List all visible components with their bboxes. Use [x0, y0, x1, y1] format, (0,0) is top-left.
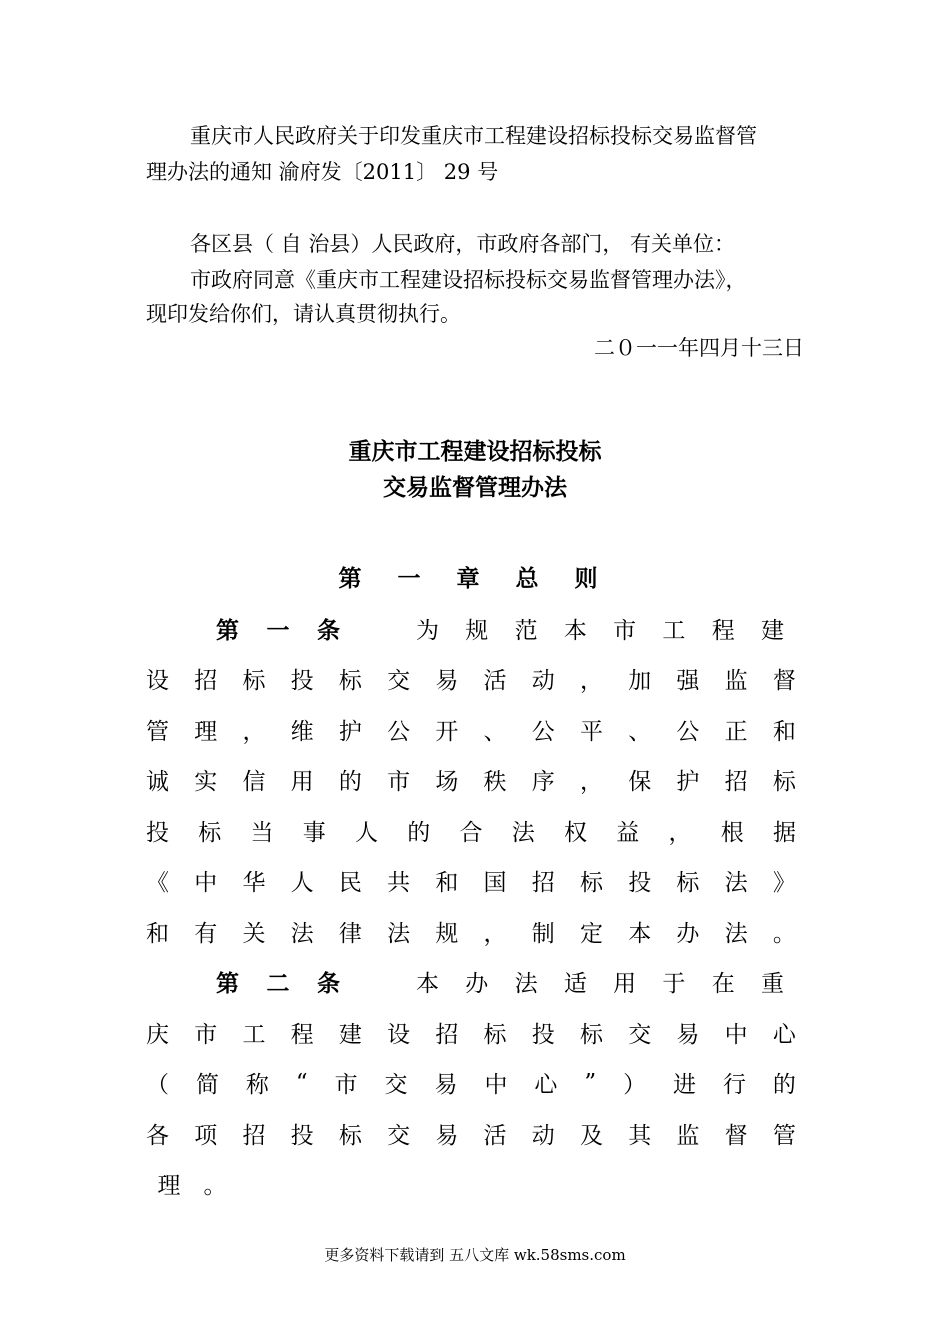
article-char: 加: [628, 668, 652, 694]
article-char: 国: [483, 870, 507, 896]
article-char: 招: [531, 870, 555, 896]
article-char: 管: [146, 718, 169, 745]
document-title-line2: 交易监督管理办法: [383, 474, 567, 501]
article-char: 庆: [146, 1021, 169, 1048]
article-char: 程: [711, 617, 735, 644]
article-char: 、: [628, 718, 652, 745]
article-char: 工: [242, 1021, 266, 1048]
article-char: 监: [724, 668, 748, 694]
article-char: 益: [616, 819, 640, 846]
article-char: 人: [290, 870, 314, 896]
article-char: 活: [483, 1122, 507, 1149]
article-char: 及: [579, 1122, 603, 1149]
article-char: 本: [628, 920, 652, 947]
article-char: ，: [483, 920, 507, 947]
article-char: 中: [724, 1021, 748, 1048]
document-title: [0, 434, 950, 506]
article-char: 标: [579, 870, 603, 896]
article-heading-char: 第: [216, 617, 239, 644]
article-char: 本: [416, 971, 439, 997]
article-char: 权: [564, 819, 587, 846]
article-char: 招: [242, 1122, 266, 1149]
article-char: 易: [434, 1072, 458, 1098]
article-char: ”: [584, 1069, 597, 1096]
article-char: 适: [563, 971, 587, 997]
article-char: 易: [676, 1021, 700, 1048]
article-char: 秩: [483, 769, 507, 795]
article-char: 其: [628, 1122, 652, 1149]
article-intro-text: [416, 612, 784, 645]
article-1-line: [146, 659, 796, 699]
notice-recipients: 各区县（ 自 治县）人民政府，市政府各部门， 有关单位：: [190, 232, 736, 256]
article-char: 于: [662, 971, 686, 997]
article-char: 项: [194, 1122, 218, 1149]
article-1-line: [146, 911, 796, 951]
article-char: 心: [772, 1021, 796, 1048]
article-char: 当: [250, 819, 274, 846]
article-char: 市: [613, 617, 637, 644]
article-2-line: [146, 1113, 796, 1153]
notice-title-line1: 重庆市人民政府关于印发重庆市工程建设招标投标交易监督管: [190, 124, 757, 148]
article-char: 实: [194, 769, 218, 795]
article-char: 交: [387, 1122, 411, 1149]
article-char: 根: [720, 819, 744, 846]
article-char: 市: [194, 1021, 218, 1048]
article-char: 心: [534, 1072, 558, 1098]
article-char: 信: [242, 769, 266, 795]
article-char: “: [295, 1069, 308, 1096]
article-char: 序: [531, 769, 555, 795]
article-char: 华: [242, 870, 266, 896]
article-char: 制: [531, 920, 555, 947]
article-char: 活: [483, 668, 507, 694]
article-char: 投: [628, 870, 652, 896]
article-char: 护: [676, 769, 700, 795]
article-1-line: [216, 608, 784, 648]
article-char: 标: [338, 1122, 362, 1149]
article-char: 和: [146, 920, 169, 947]
article-char: 本: [563, 617, 587, 644]
article-char: 招: [194, 668, 218, 694]
article-char: 》: [772, 870, 796, 896]
article-char: 法: [724, 920, 748, 947]
article-char: 法: [290, 920, 314, 947]
article-1-line: [146, 810, 796, 850]
article-char: 法: [514, 971, 538, 997]
article-char: 标: [676, 870, 700, 896]
article-char: 工: [662, 617, 686, 644]
article-char: 中: [194, 870, 218, 896]
article-char: 民: [338, 870, 362, 896]
article-char: 关: [242, 920, 266, 947]
article-char: 重: [760, 971, 784, 997]
article-char: 交: [387, 668, 411, 694]
article-char: 保: [628, 769, 652, 795]
article-char: 开: [435, 718, 459, 745]
article-heading: [216, 965, 340, 998]
article-char: 动: [531, 668, 555, 694]
article-char: 招: [724, 769, 748, 795]
article-char: 公: [676, 718, 700, 745]
article-1-line: [146, 861, 796, 901]
article-char: 律: [338, 920, 362, 947]
article-2-line: [146, 1063, 796, 1103]
article-char: 场: [435, 769, 459, 795]
article-char: 设: [387, 1021, 411, 1048]
article-char: 办: [465, 971, 489, 997]
article-char: 简: [195, 1072, 219, 1098]
article-char: 。: [203, 1173, 227, 1199]
article-char: 和: [772, 718, 796, 745]
article-char: 强: [676, 668, 700, 694]
notice-body-line1: 市政府同意《重庆市工程建设招标投标交易监督管理办法》，: [190, 268, 747, 292]
article-char: 的: [338, 769, 362, 795]
article-char: 有: [194, 920, 218, 947]
article-char: 标: [242, 668, 266, 694]
article-char: 、: [483, 718, 507, 745]
article-1-line: [146, 709, 796, 749]
article-char: 督: [772, 668, 796, 694]
article-heading-char: 条: [317, 617, 340, 644]
article-char: 中: [484, 1072, 508, 1098]
article-2-line: [216, 962, 784, 1002]
article-char: 易: [435, 1122, 459, 1149]
notice-title-line2: 理办法的通知 渝府发〔2011〕 29 号: [146, 160, 499, 184]
article-char: 交: [384, 1072, 408, 1098]
article-char: 管: [772, 1122, 796, 1149]
article-char: 行: [722, 1072, 746, 1098]
article-char: 法: [511, 819, 535, 846]
article-char: 进: [673, 1072, 697, 1098]
article-intro-text: [416, 965, 784, 998]
article-char: 为: [416, 617, 439, 644]
article-char: ，: [579, 769, 603, 795]
article-char: 范: [514, 617, 538, 644]
article-char: 诚: [146, 769, 169, 795]
article-char: 。: [772, 920, 796, 947]
article-2-line: [146, 1164, 796, 1204]
notice-date: 二０一一年四月十三日: [594, 336, 804, 360]
article-char: 理: [157, 1173, 181, 1199]
article-char: 事: [302, 819, 326, 846]
article-char: 平: [579, 718, 603, 745]
article-char: 设: [146, 668, 169, 694]
article-char: 《: [146, 870, 169, 896]
article-char: 和: [435, 870, 459, 896]
article-char: 招: [435, 1021, 459, 1048]
article-char: 法: [387, 920, 411, 947]
article-char: 称: [245, 1072, 269, 1098]
article-char: 公: [531, 718, 555, 745]
article-char: 市: [334, 1072, 358, 1098]
article-heading-char: 条: [317, 971, 340, 997]
article-2-line: [146, 1012, 796, 1052]
article-char: 标: [483, 1021, 507, 1048]
article-char: 动: [531, 1122, 555, 1149]
article-char: 标: [772, 769, 796, 795]
article-char: 规: [435, 920, 459, 947]
article-char: 的: [407, 819, 431, 846]
article-heading-char: 一: [266, 617, 290, 644]
article-char: 投: [146, 819, 169, 846]
article-char: 在: [711, 971, 735, 997]
article-char: 法: [724, 870, 748, 896]
article-char: 交: [628, 1021, 652, 1048]
article-char: ，: [242, 718, 266, 745]
article-char: 定: [579, 920, 603, 947]
article-char: 公: [387, 718, 411, 745]
article-heading-char: 第: [216, 971, 239, 997]
article-char: 共: [387, 870, 411, 896]
article-heading-char: 二: [266, 971, 290, 997]
article-char: 规: [465, 617, 489, 644]
article-char: 建: [338, 1021, 362, 1048]
article-char: 用: [290, 769, 314, 795]
article-char: 易: [435, 668, 459, 694]
article-char: 投: [531, 1021, 555, 1048]
article-char: 标: [579, 1021, 603, 1048]
article-char: 程: [290, 1021, 314, 1048]
article-char: 监: [676, 1122, 700, 1149]
notice-body-line2: 现印发给你们，请认真贯彻执行。: [146, 302, 461, 326]
article-char: 投: [290, 668, 314, 694]
footer-link-text: 更多资料下载请到 五八文库 wk.58sms.com: [324, 1246, 626, 1264]
article-char: 标: [338, 668, 362, 694]
article-1-line: [146, 760, 796, 800]
article-char: ）: [623, 1072, 647, 1098]
article-char: 建: [760, 617, 784, 644]
chapter-heading: 第 一 章 总 则: [338, 566, 612, 592]
article-char: 标: [198, 819, 222, 846]
article-char: 用: [613, 971, 637, 997]
article-char: 维: [290, 718, 314, 745]
article-char: 办: [676, 920, 700, 947]
article-char: （: [146, 1072, 169, 1098]
article-char: 投: [290, 1122, 314, 1149]
article-char: 市: [387, 769, 411, 795]
article-char: 各: [146, 1122, 169, 1149]
article-char: ，: [579, 668, 603, 694]
article-char: 护: [338, 718, 362, 745]
article-char: 督: [724, 1122, 748, 1149]
article-char: 正: [724, 718, 748, 745]
article-char: 合: [459, 819, 483, 846]
article-char: 人: [355, 819, 378, 846]
article-char: 的: [772, 1072, 796, 1098]
article-char: 据: [773, 819, 796, 846]
document-title-line1: 重庆市工程建设招标投标: [348, 438, 602, 465]
article-char: 理: [194, 718, 218, 745]
article-char: ，: [668, 819, 692, 846]
article-heading: [216, 612, 340, 645]
